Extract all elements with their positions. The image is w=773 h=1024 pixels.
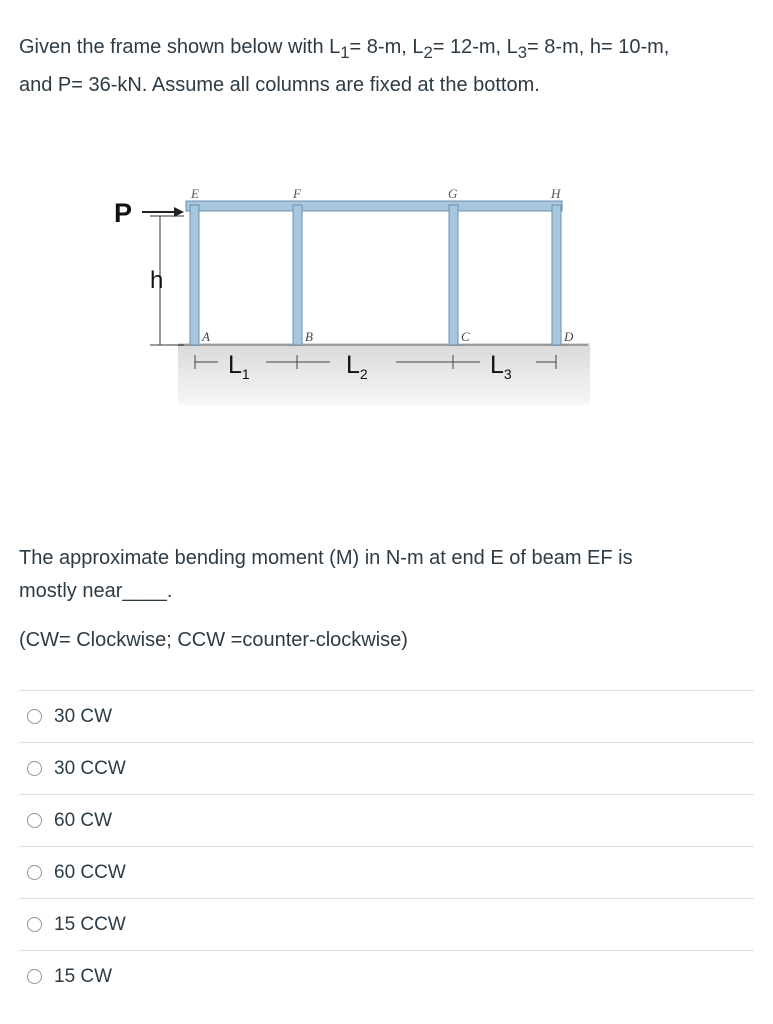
prompt-text bbox=[19, 542, 759, 608]
answer-label: 60 CCW bbox=[54, 861, 126, 883]
answer-option[interactable] bbox=[19, 794, 754, 846]
question-text-part: = 8-m, h= 10-m, bbox=[527, 36, 670, 58]
column-dh bbox=[552, 205, 561, 345]
question-text-part: = 8-m, L bbox=[349, 36, 424, 58]
span-label-l2: $L_2$ bbox=[346, 351, 368, 382]
support-label-c: C bbox=[461, 329, 470, 344]
question-text-part: Given the frame shown below with L bbox=[19, 36, 341, 58]
answer-option[interactable] bbox=[19, 950, 754, 1002]
beam-efgh bbox=[186, 201, 562, 211]
radio-button-icon[interactable] bbox=[27, 813, 42, 828]
question-text bbox=[19, 31, 759, 102]
subscript: 2 bbox=[423, 43, 433, 62]
radio-button-icon[interactable] bbox=[27, 969, 42, 984]
joint-label-f: F bbox=[293, 186, 301, 201]
frame-figure bbox=[100, 185, 600, 410]
joint-label-h: H bbox=[551, 186, 561, 201]
answer-label: 15 CCW bbox=[54, 913, 126, 935]
answer-label: 30 CCW bbox=[54, 757, 126, 779]
span-label-l1: $L_1$ bbox=[228, 351, 250, 382]
column-ae bbox=[190, 205, 199, 345]
support-label-d: D bbox=[564, 329, 574, 344]
span-label-l3: $L_3$ bbox=[490, 351, 512, 382]
height-label: h bbox=[150, 267, 164, 294]
answer-label: 60 CW bbox=[54, 809, 113, 831]
radio-button-icon[interactable] bbox=[27, 761, 42, 776]
answer-label: 30 CW bbox=[54, 705, 113, 727]
legend-text: (CW= Clockwise; CCW =counter-clockwise) bbox=[19, 629, 408, 651]
support-label-a: A bbox=[202, 329, 210, 344]
answer-option[interactable] bbox=[19, 846, 754, 898]
support-label-b: B bbox=[305, 329, 313, 344]
column-bf bbox=[293, 205, 302, 345]
radio-button-icon[interactable] bbox=[27, 865, 42, 880]
answer-label: 15 CW bbox=[54, 965, 113, 987]
column-cg bbox=[449, 205, 458, 345]
frame-diagram bbox=[100, 185, 600, 410]
prompt-line-2: mostly near____. bbox=[19, 580, 173, 602]
radio-button-icon[interactable] bbox=[27, 709, 42, 724]
question-line-1 bbox=[19, 31, 759, 69]
question-text-part: = 12-m, L bbox=[432, 36, 518, 58]
subscript: 1 bbox=[340, 43, 350, 62]
joint-label-g: G bbox=[448, 186, 458, 201]
subscript: 3 bbox=[517, 43, 528, 62]
question-line-2: and P= 36-kN. Assume all columns are fixed at the bottom. bbox=[19, 74, 540, 96]
answer-option[interactable] bbox=[19, 898, 754, 950]
radio-button-icon[interactable] bbox=[27, 917, 42, 932]
answer-option[interactable] bbox=[19, 690, 754, 742]
answer-list bbox=[19, 690, 754, 1002]
prompt-line-1: The approximate bending moment (M) in N-m at end E of beam EF is bbox=[19, 547, 633, 569]
joint-label-e: E bbox=[191, 186, 199, 201]
load-label: P bbox=[114, 198, 133, 228]
answer-option[interactable] bbox=[19, 742, 754, 794]
